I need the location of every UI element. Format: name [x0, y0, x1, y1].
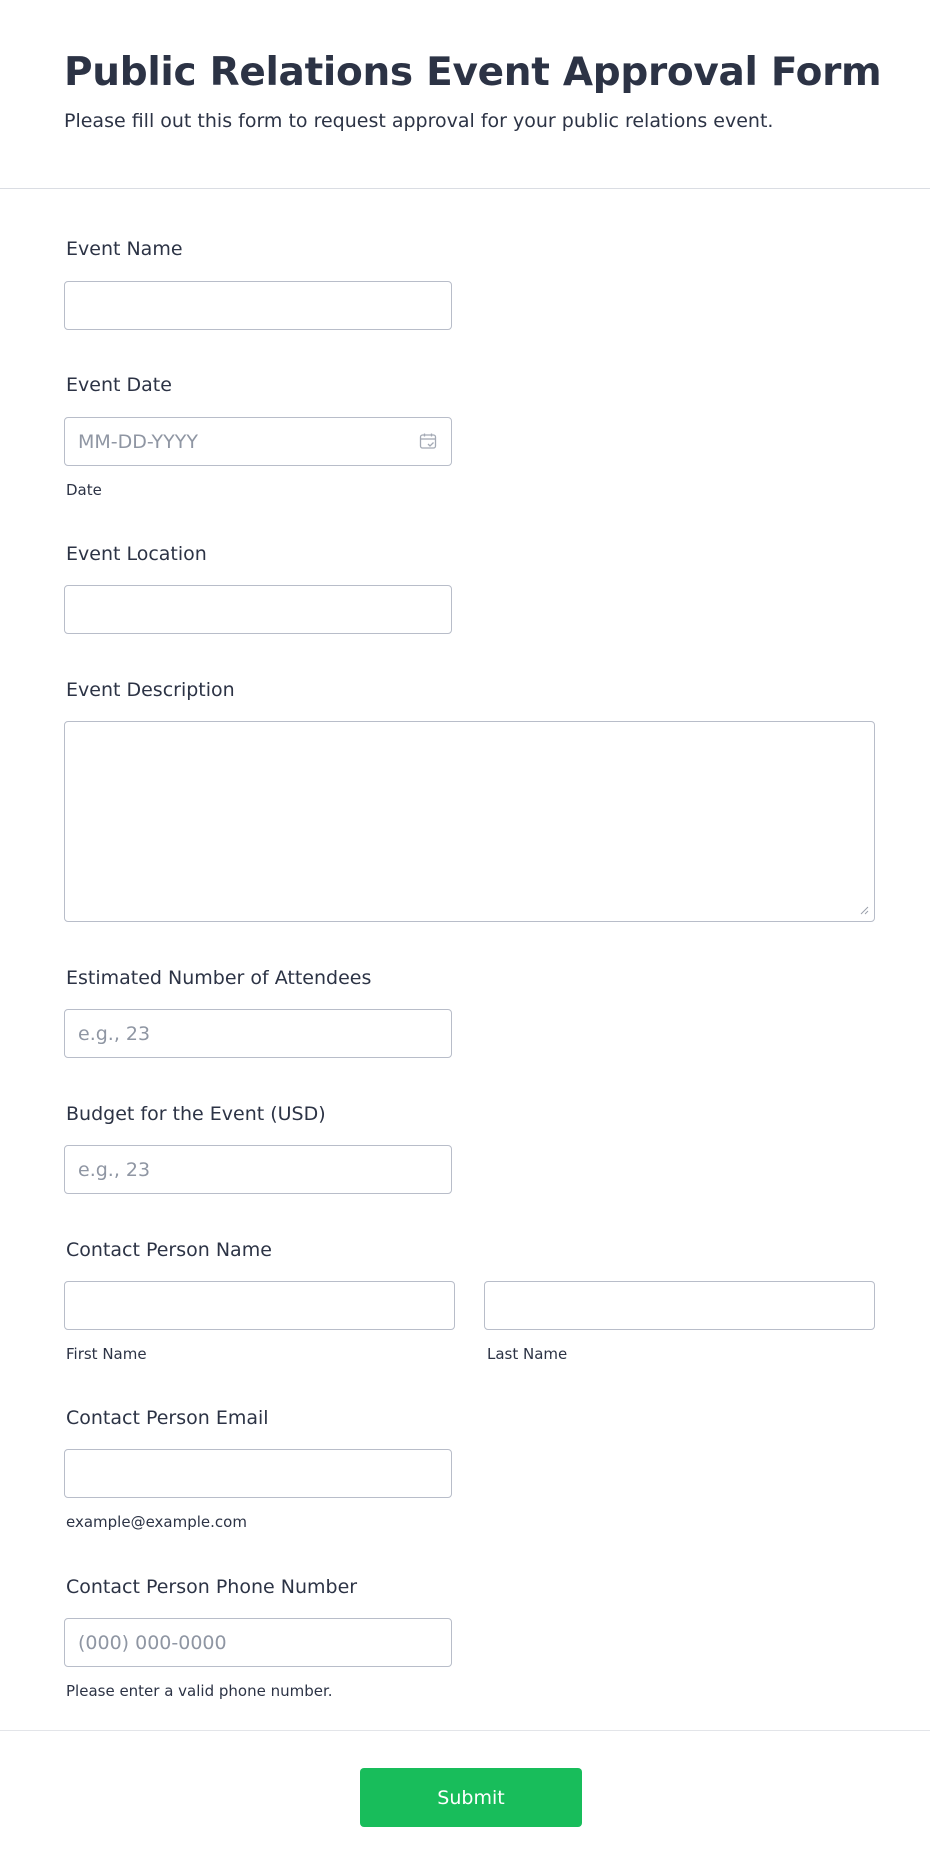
event-location-label: Event Location	[66, 543, 207, 565]
footer-divider	[0, 1730, 930, 1731]
budget-label: Budget for the Event (USD)	[66, 1103, 326, 1125]
contact-email-label: Contact Person Email	[66, 1407, 269, 1429]
event-name-input[interactable]	[64, 281, 452, 330]
email-input[interactable]	[64, 1449, 452, 1498]
form-title: Public Relations Event Approval Form	[64, 50, 882, 95]
form-header	[0, 0, 930, 189]
submit-button[interactable]: Submit	[360, 1768, 582, 1827]
attendees-label: Estimated Number of Attendees	[66, 967, 372, 989]
budget-input[interactable]	[64, 1145, 452, 1194]
first-name-sublabel: First Name	[66, 1345, 147, 1363]
first-name-input[interactable]	[64, 1281, 455, 1330]
phone-sublabel: Please enter a valid phone number.	[66, 1682, 333, 1700]
event-location-input[interactable]	[64, 585, 452, 634]
last-name-input[interactable]	[484, 1281, 875, 1330]
phone-input[interactable]	[64, 1618, 452, 1667]
event-description-textarea[interactable]	[64, 721, 875, 922]
calendar-icon[interactable]	[419, 432, 437, 450]
event-description-label: Event Description	[66, 679, 235, 701]
contact-name-label: Contact Person Name	[66, 1239, 272, 1261]
event-name-label: Event Name	[66, 238, 183, 260]
event-date-input[interactable]	[64, 417, 452, 466]
event-date-label: Event Date	[66, 374, 172, 396]
email-sublabel: example@example.com	[66, 1513, 247, 1531]
resize-grip-icon[interactable]	[859, 905, 869, 915]
attendees-input[interactable]	[64, 1009, 452, 1058]
last-name-sublabel: Last Name	[487, 1345, 568, 1363]
contact-phone-label: Contact Person Phone Number	[66, 1576, 358, 1598]
form-subtitle: Please fill out this form to request approval for your public relations event.	[64, 110, 774, 132]
event-date-sublabel: Date	[66, 481, 102, 499]
